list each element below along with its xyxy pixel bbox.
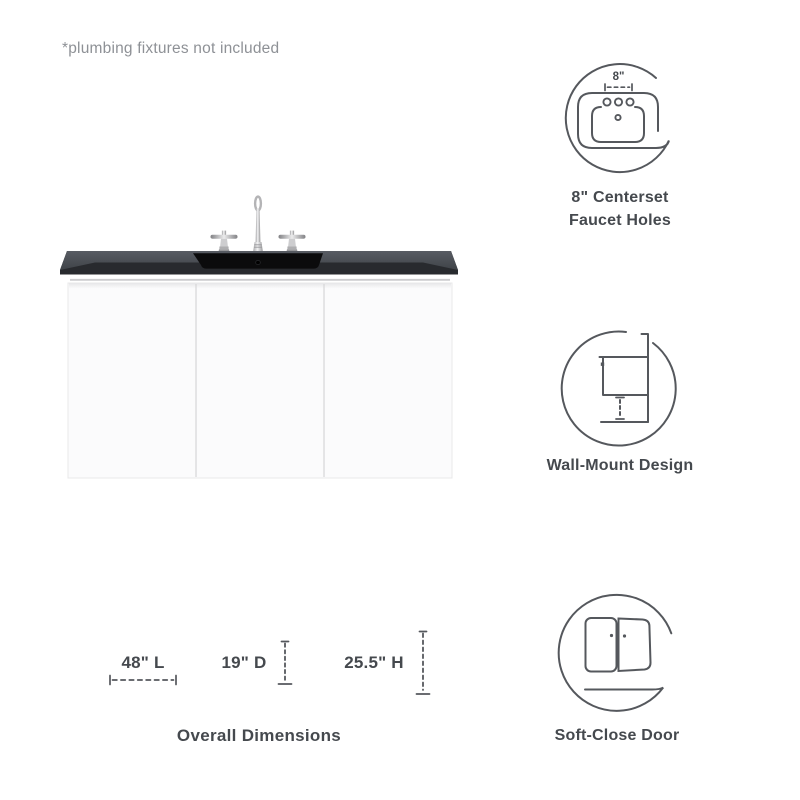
- faucet-spout-loop: [255, 197, 261, 211]
- soft-close-door-icon: [555, 591, 679, 715]
- feature-label-soft-close: [507, 724, 727, 747]
- feature-label-line2: Faucet Holes: [569, 212, 671, 229]
- sink-centerset-icon: [558, 56, 682, 180]
- length-dimension-line: [108, 674, 178, 686]
- dimension-height: 25.5" H: [344, 653, 404, 672]
- disclaimer-note: *plumbing fixtures not included: [62, 40, 280, 57]
- cabinet-body: [68, 283, 452, 478]
- vanity-product-image: [50, 190, 470, 490]
- wall-mount-icon: [556, 326, 680, 450]
- feature-label-line1: Soft-Close Door: [554, 727, 680, 744]
- feature-label-line1: 8" Centerset: [571, 189, 669, 206]
- faucet-spout-shaft: [256, 209, 261, 243]
- faucet-handle-right: [279, 231, 306, 254]
- dimensions-caption: Overall Dimensions: [176, 726, 342, 745]
- faucet-handle-left: [211, 231, 238, 254]
- dimension-length: 48" L: [121, 653, 165, 672]
- feature-label-faucet-holes: [510, 186, 730, 232]
- icon-dim-label: 8": [612, 71, 625, 83]
- feature-label-line1: Wall-Mount Design: [546, 457, 694, 474]
- faucet: [211, 197, 306, 254]
- counter-underside: [64, 275, 454, 284]
- cabinet-top-shading: [69, 284, 451, 289]
- depth-dimension-line: [277, 640, 293, 686]
- sink-drain: [256, 260, 261, 264]
- height-dimension-line: [415, 630, 431, 696]
- feature-label-wall-mount: [510, 454, 730, 477]
- dimension-depth: 19" D: [221, 653, 267, 672]
